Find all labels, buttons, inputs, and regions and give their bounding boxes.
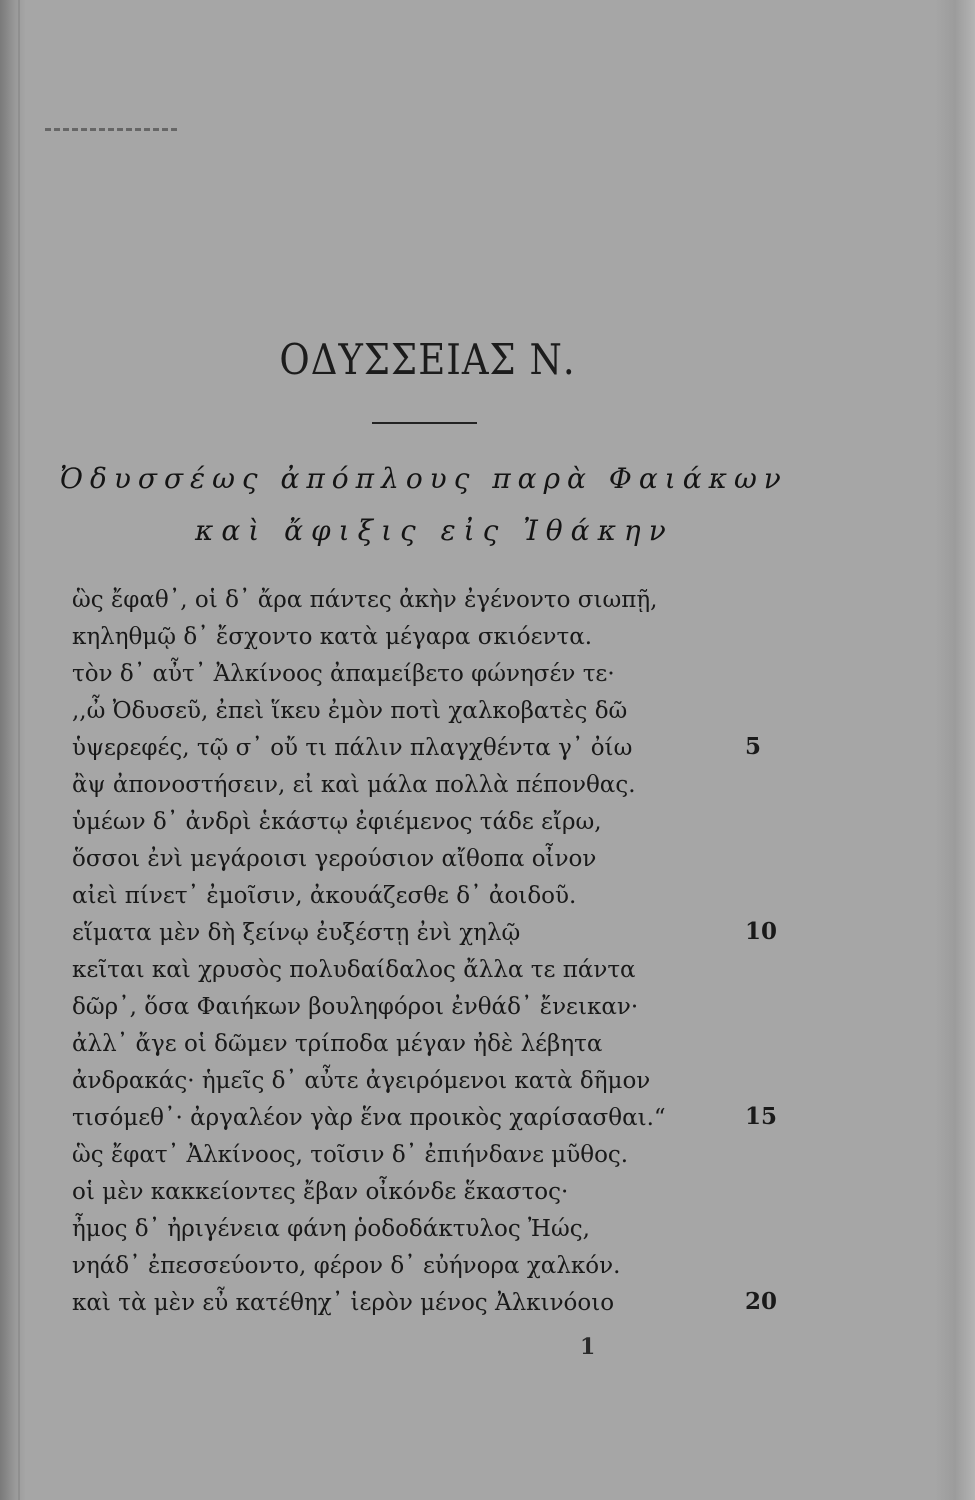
verse-line: ὅσσοι ἐνὶ μεγάροισι γερούσιον αἴθοπα οἶνον — [72, 846, 597, 872]
top-dashed-mark — [45, 128, 180, 131]
page-title: ΟΔΥΣΣΕΙΑΣ Ν. — [279, 334, 576, 385]
verse-line: ἀλλ᾽ ἄγε οἱ δῶμεν τρίποδα μέγαν ἠδὲ λέβητα — [72, 1031, 603, 1057]
line-number: 10 — [745, 918, 778, 945]
verse-line: κηληθμῷ δ᾽ ἔσχοντο κατὰ μέγαρα σκιόεντα. — [72, 624, 593, 650]
verse-line: κεῖται καὶ χρυσὸς πολυδαίδαλος ἄλλα τε πάντα — [72, 957, 636, 983]
verse-line: νηάδ᾽ ἐπεσσεύοντο, φέρον δ᾽ εὐήνορα χαλκόν. — [72, 1253, 621, 1279]
page-signature-mark: 1 — [580, 1334, 596, 1360]
verse-line: τὸν δ᾽ αὖτ᾽ Ἀλκίνοος ἀπαμείβετο φώνησέν τε· — [72, 661, 615, 687]
verse-line: εἵματα μὲν δὴ ξείνῳ ἐυξέστῃ ἐνὶ χηλῷ — [72, 920, 521, 946]
verse-line: καὶ τὰ μὲν εὖ κατέθηχ᾽ ἱερὸν μένος Ἀλκινόοιο — [72, 1290, 615, 1316]
verse-line: αἰεὶ πίνετ᾽ ἐμοῖσιν, ἀκουάζεσθε δ᾽ ἀοιδοῦ. — [72, 883, 577, 909]
subtitle-line-1: Ὀδυσσέως ἀπόπλους παρὰ Φαιάκων — [60, 462, 788, 495]
page-spine — [0, 0, 26, 1500]
verse-line: δῶρ᾽, ὅσα Φαιήκων βουληφόροι ἐνθάδ᾽ ἔνεικαν· — [72, 994, 639, 1020]
spine-fold-line — [18, 0, 20, 1500]
verse-line: ,,ὦ Ὀδυσεῦ, ἐπεὶ ἵκευ ἐμὸν ποτὶ χαλκοβατὲς δῶ — [72, 698, 628, 724]
verse-line: ἦμος δ᾽ ἠριγένεια φάνη ῥοδοδάκτυλος Ἠώς, — [72, 1216, 590, 1242]
verse-line: τισόμεθ᾽· ἀργαλέον γὰρ ἕνα προικὸς χαρίσασθαι.“ — [72, 1105, 666, 1131]
verse-line: ἂψ ἀπονοστήσειν, εἰ καὶ μάλα πολλὰ πέπονθας. — [72, 772, 636, 798]
verse-line: ὑψερεφές, τῷ σ᾽ οὔ τι πάλιν πλαγχθέντα γ᾽ ὀίω — [72, 735, 633, 761]
title-rule — [372, 422, 477, 424]
verse-line: ὣς ἔφαθ᾽, οἱ δ᾽ ἄρα πάντες ἀκὴν ἐγένοντο σιωπῇ, — [72, 587, 658, 613]
line-number: 5 — [745, 733, 762, 760]
verse-line: ἀνδρακάς· ἡμεῖς δ᾽ αὖτε ἀγειρόμενοι κατὰ δῆμον — [72, 1068, 651, 1094]
verse-line: ὑμέων δ᾽ ἀνδρὶ ἑκάστῳ ἐφιέμενος τάδε εἴρω, — [72, 809, 602, 835]
subtitle-line-2: καὶ ἄφιξις εἰς Ἰθάκην — [195, 514, 674, 547]
page-right-edge — [935, 0, 975, 1500]
verse-line: οἱ μὲν κακκείοντες ἔβαν οἶκόνδε ἕκαστος· — [72, 1179, 569, 1205]
line-number: 20 — [745, 1288, 778, 1315]
line-number: 15 — [745, 1103, 778, 1130]
verse-line: ὣς ἔφατ᾽ Ἀλκίνοος, τοῖσιν δ᾽ ἐπιήνδανε μῦθος. — [72, 1142, 629, 1168]
